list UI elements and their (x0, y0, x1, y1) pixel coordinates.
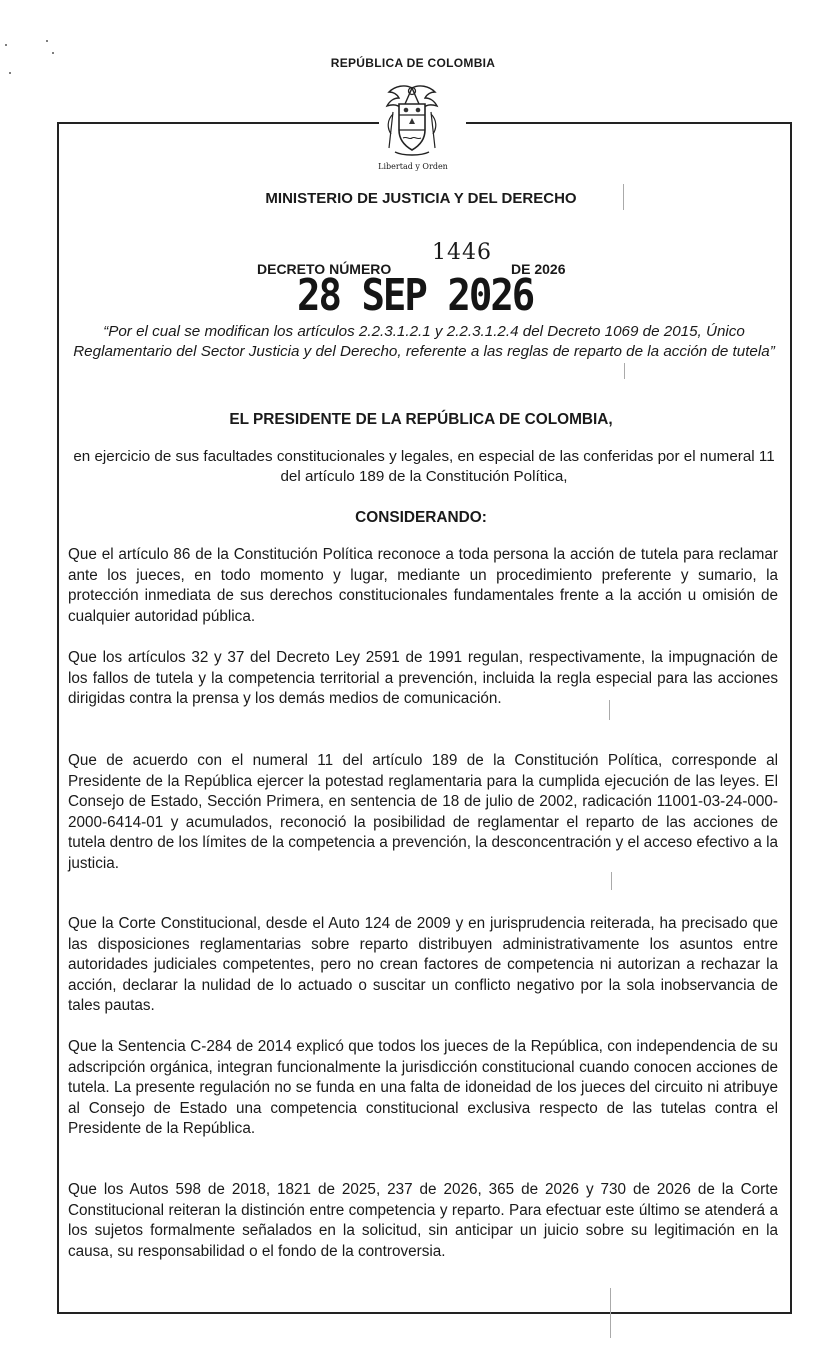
scan-line (609, 700, 610, 720)
scan-line (611, 872, 612, 890)
decree-label: DECRETO NÚMERO (257, 261, 392, 277)
powers-statement: en ejercicio de sus facultades constitucionales y legales, en especial de las conferidas por el numeral 11 del artículo 189 de la Constitución Política, (73, 448, 775, 485)
decree-subject: “Por el cual se modifican los artículos 2.2.3.1.2.1 y 2.2.3.1.2.4 del Decreto 1069 de 2015, Único Reglamentario del Sector Justicia y del Derecho, referente a las reglas de reparto de la acción de tutela” (73, 323, 775, 360)
considering-paragraph: Que la Corte Constitucional, desde el Auto 124 de 2009 y en jurisprudencia reiterada, ha precisado que las disposiciones reglamentarias sobre reparto distribuyen administrativamente los asuntos entre autoridades judiciales competentes, pero no crean factores de competencia ni autorizan a rechazar la acción, declarar la nulidad de lo actuado o suscitar un conflicto negativo por la sola inobservancia de tales pautas. (68, 915, 778, 1015)
scan-speck (5, 44, 7, 46)
coat-of-arms-icon (383, 82, 441, 162)
considering-heading: CONSIDERANDO: (355, 509, 487, 526)
scan-line (623, 184, 624, 210)
scan-line (610, 1288, 611, 1338)
authority-heading: EL PRESIDENTE DE LA REPÚBLICA DE COLOMBIA, (229, 411, 613, 428)
decree-number: 1446 (432, 240, 492, 265)
considering-paragraph: Que de acuerdo con el numeral 11 del artículo 189 de la Constitución Política, corresponde al Presidente de la República ejercer la potestad reglamentaria para la cumplida ejecución de las leyes. El Consejo de Estado, Sección Primera, en sentencia de 18 de julio de 2002, radicación 11001-03-24-000-2000-6414-01 y acumulados, reconoció la posibilidad de reglamentar el reparto de las acciones de tutela dentro de los límites de la competencia a prevención, la desconcentración y el acceso efectivo a la justicia. (68, 752, 779, 872)
motto-ribbon-text: Libertad y Orden (378, 162, 448, 171)
considering-paragraph: Que los artículos 32 y 37 del Decreto Ley 2591 de 1991 regulan, respectivamente, la impugnación de los fallos de tutela y la competencia territorial a prevención, incluida la regla especial para las acciones dirigidas contra la prensa y los demás medios de comunicación. (68, 649, 778, 708)
date-stamp: 28 SEP 2026 (297, 271, 534, 322)
ministry-title: MINISTERIO DE JUSTICIA Y DEL DERECHO (265, 190, 577, 207)
scan-speck (9, 72, 11, 74)
considering-paragraph: Que los Autos 598 de 2018, 1821 de 2025, 237 de 2026, 365 de 2026 y 730 de 2026 de la Corte Constitucional reiteran la distinción entre competencia y reparto. Para efectuar este último se atenderá a los sujetos formalmente señalados en la solicitud, sin anticipar un juicio sobre su legitimación en la causa, su responsabilidad o el fondo de la controversia. (68, 1181, 778, 1260)
scan-line (624, 363, 625, 379)
scan-speck (46, 40, 48, 42)
decree-year: DE 2026 (511, 261, 566, 277)
considering-paragraph: Que el artículo 86 de la Constitución Política reconoce a toda persona la acción de tutela para reclamar ante los jueces, en todo momento y lugar, mediante un procedimiento preferente y sumario, la protección inmediata de sus derechos constitucionales fundamentales frente a la acción u omisión de cualquier autoridad pública. (68, 546, 778, 625)
considering-paragraph: Que la Sentencia C-284 de 2014 explicó que todos los jueces de la República, con independencia de su adscripción orgánica, integran funcionalmente la jurisdicción constitucional cuando conocen acciones de tutela. La presente regulación no se funda en una falta de idoneidad de los jueces del circuito ni atribuye al Consejo de Estado una competencia constitucional exclusiva respecto de las tutelas contra el Presidente de la República. (68, 1038, 778, 1138)
country-heading: REPÚBLICA DE COLOMBIA (330, 56, 496, 70)
scan-speck (52, 52, 54, 54)
